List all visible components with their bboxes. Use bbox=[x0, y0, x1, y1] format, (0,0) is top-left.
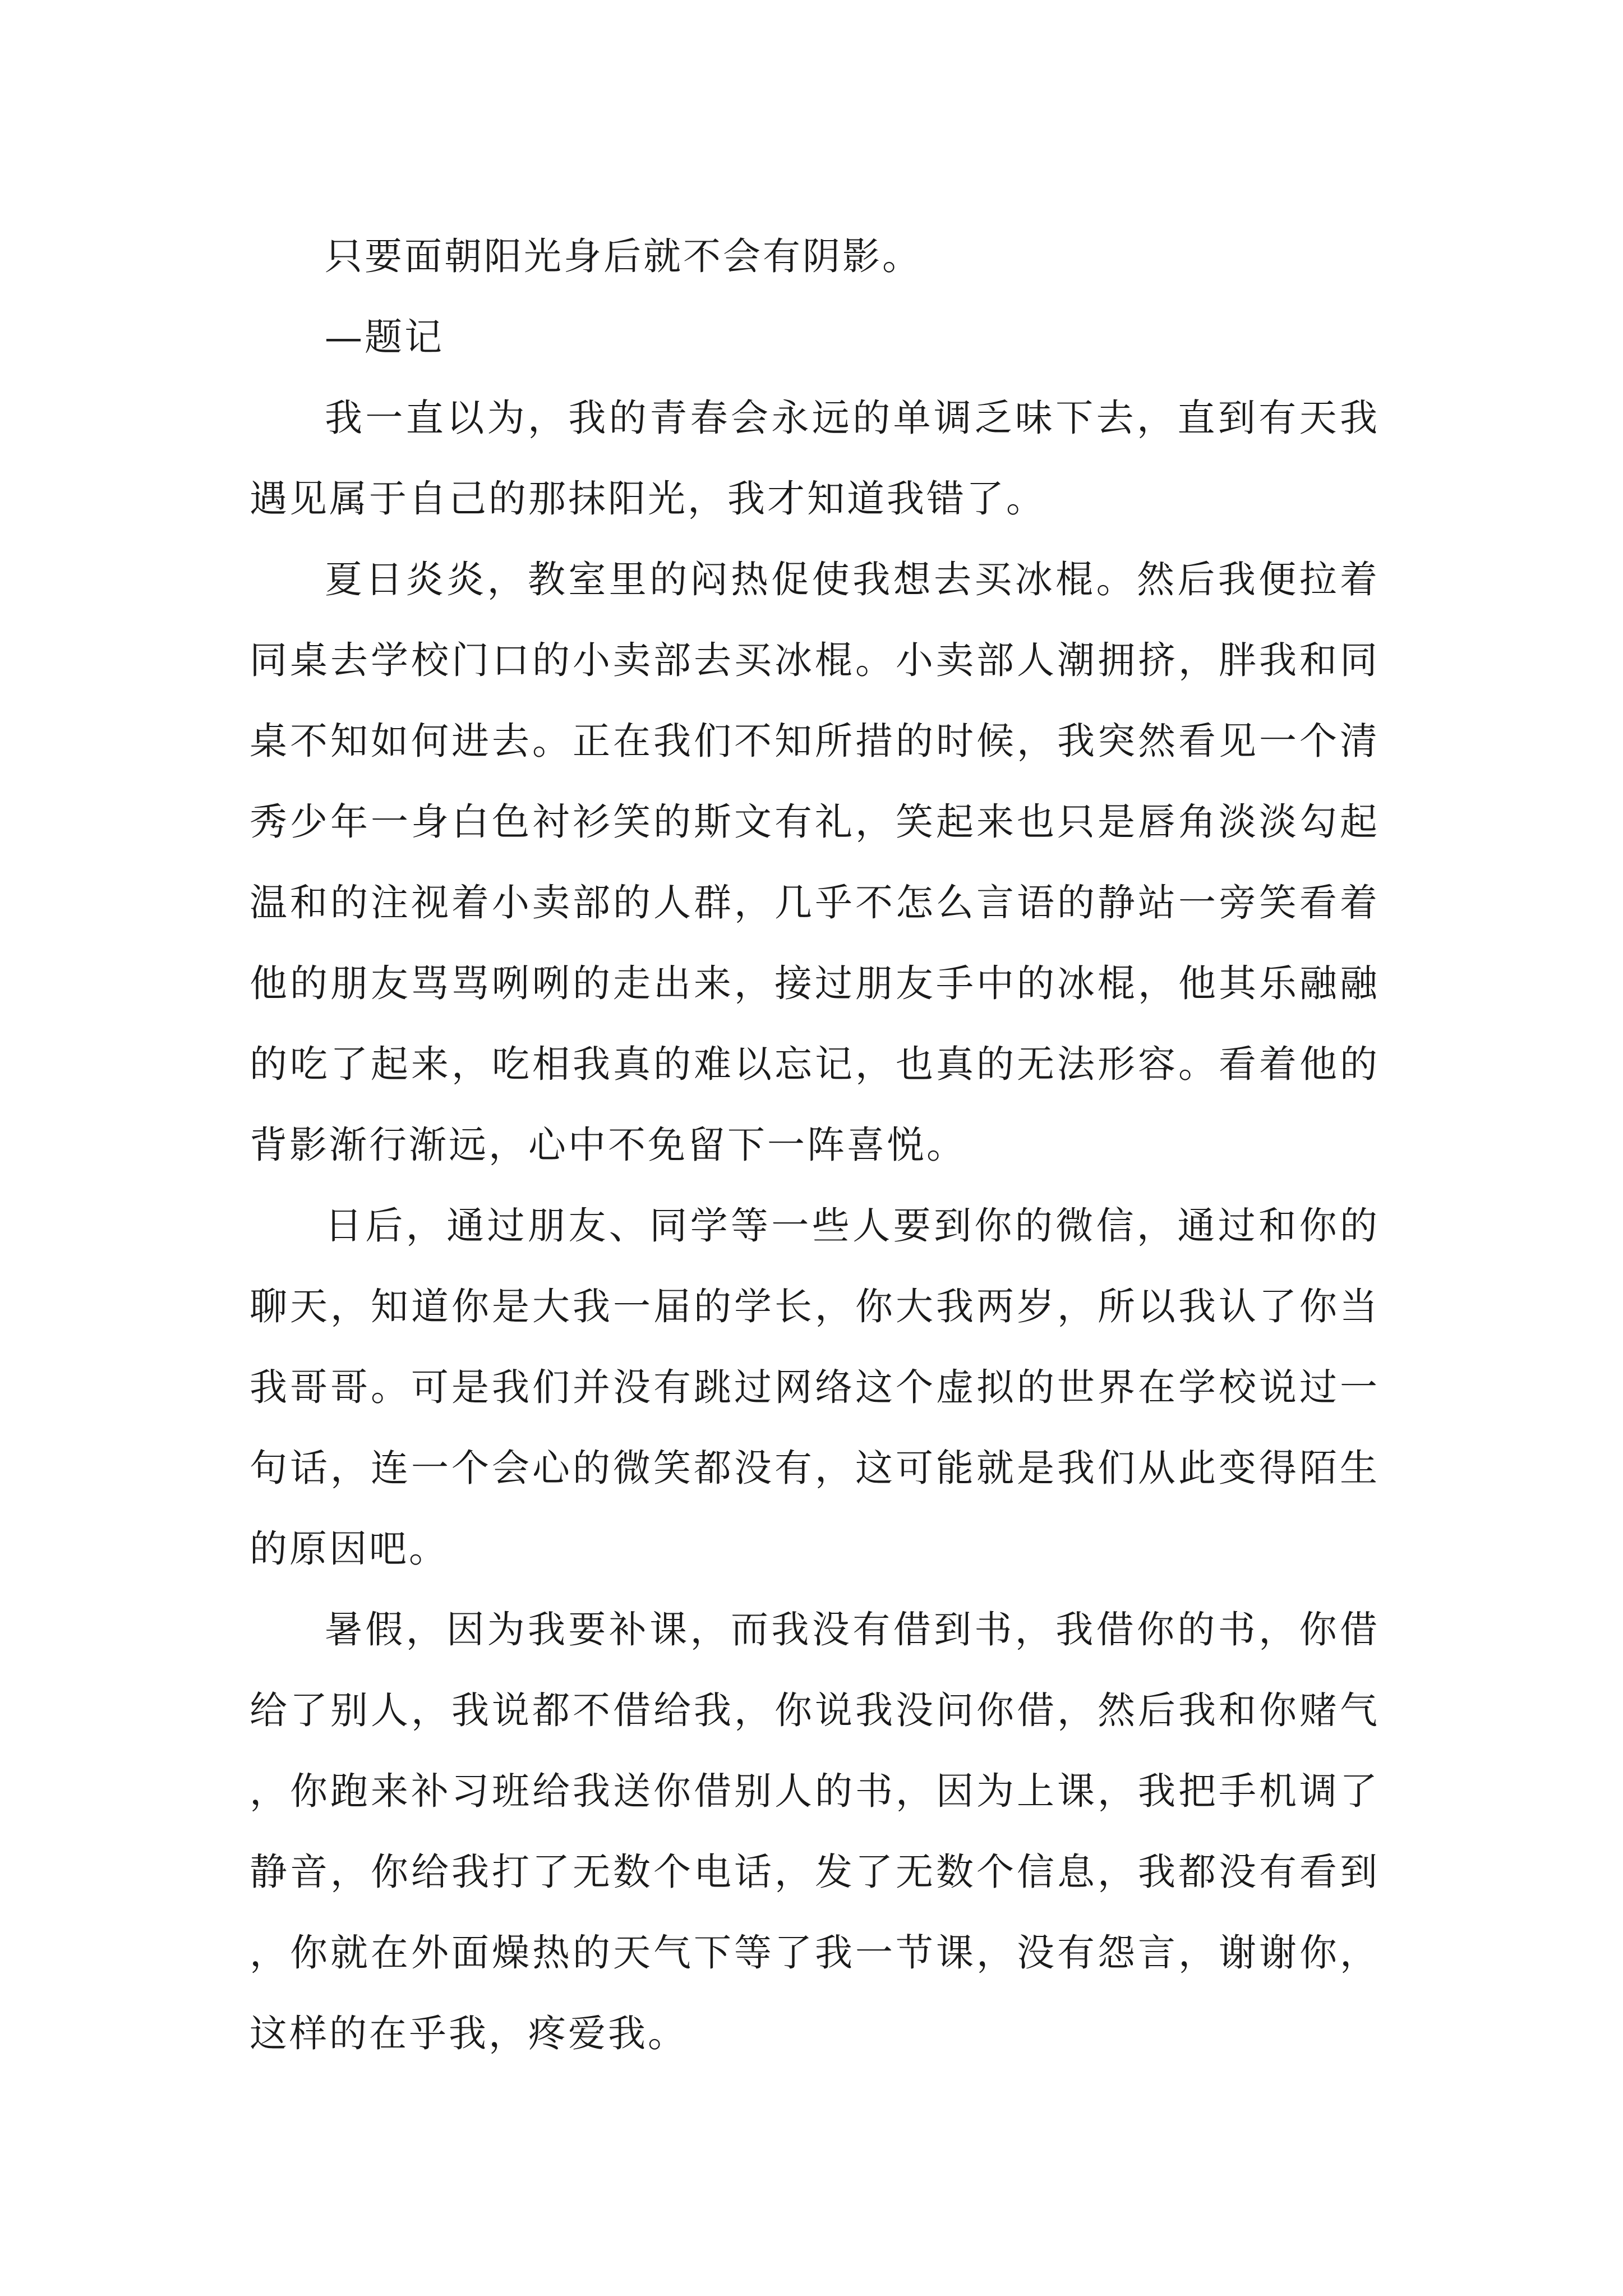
paragraph-3: 日后，通过朋友、同学等一些人要到你的微信，通过和你的聊天，知道你是大我一届的学长，你大我两岁，所以我认了你当我哥哥。可是我们并没有跳过网络这个虚拟的世界在学校说过一句话，连一个会心的微笑都没有，这可能就是我们从此变得陌生的原因吧。 bbox=[250, 1204, 1380, 1571]
paragraph-4: 暑假，因为我要补课，而我没有借到书，我借你的书，你借给了别人，我说都不借给我，你说我没问你借，然后我和你赌气，你跑来补习班给我送你借别人的书，因为上课，我把手机调了静音，你给我打了无数个电话，发了无数个信息，我都没有看到，你就在外面燥热的天气下等了我一节课，没有怨言，谢谢你，这样的在乎我，疼爱我。 bbox=[250, 1608, 1380, 2055]
paragraph-2: 夏日炎炎，教室里的闷热促使我想去买冰棍。然后我便拉着同桌去学校门口的小卖部去买冰棍。小卖部人潮拥挤，胖我和同桌不知如何进去。正在我们不知所措的时候，我突然看见一个清秀少年一身白色衬衫笑的斯文有礼，笑起来也只是唇角淡淡勾起温和的注视着小卖部的人群，几乎不怎么言语的静站一旁笑看着他的朋友骂骂咧咧的走出来，接过朋友手中的冰棍，他其乐融融的吃了起来，吃相我真的难以忘记，也真的无法形容。看着他的背影渐行渐远，心中不免留下一阵喜悦。 bbox=[250, 558, 1380, 1167]
document-body bbox=[250, 216, 1380, 2074]
paragraph-1: 我一直以为，我的青春会永远的单调乏味下去，直到有天我遇见属于自己的那抹阳光，我才知道我错了。 bbox=[250, 396, 1380, 521]
epigraph-attribution: —题记 bbox=[325, 315, 444, 359]
epigraph-line: 只要面朝阳光身后就不会有阴影。 bbox=[325, 234, 922, 278]
